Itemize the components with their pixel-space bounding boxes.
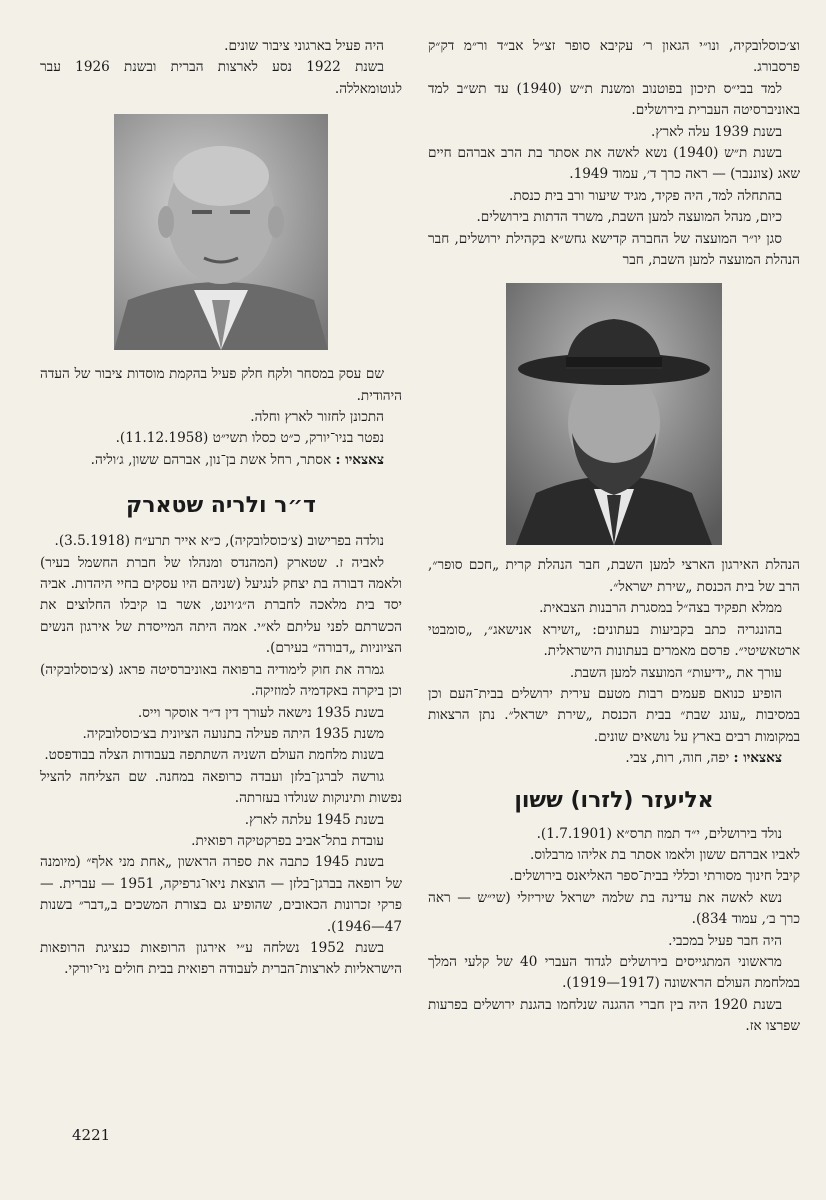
paragraph: מראשוני המתגייסים בירושלים לגדוד העברי 40 של קלעי המלך במלחמת העולם הראשונה (1917—1919). [428,953,800,992]
paragraph: בשנת 1920 היה בין חברי ההגנה שנלחמו בהגנת ירושלים בפרעות שפרצו אז. [428,996,800,1035]
portrait-photo-rabbi-with-hat [506,283,722,545]
paragraph: בשנת 1952 נשלחה ע״י אירגון הרופאות כנציגת הרופאות הישראליות לארצות־הברית לעבודה רפואית בבית חולים ניו־יורקי. [40,939,402,978]
children-names: יפה, חוה, רות, צבי. [625,750,730,767]
portrait-illustration [506,283,722,545]
paragraph: בשנת 1939 עלה לארץ. [651,123,782,140]
paragraph: בשנת 1945 כתבה את ספרה הראשון „אחת מני אלף״ (מיומנה של רופאה בברגן־בלזן — הוצאת ניאו־גרפיקה, 1951 — עברית. — פרקי זכרונות הכאובים, שהופיע גם בצורת המשכים ב„דבר״ בשנות 47—1946). [40,854,402,935]
entry-heading: ד״ר ולריה שטארק [126,493,316,519]
paragraph: בהתחלה למד, היה פקיד, מגיד שיעור ורב בית כנסת. [509,187,782,204]
paragraph: גמרה את חוק לימודיה ברפואה באוניברסיטה פראג (צ׳כוסלובקיה) וכן ביקרה באקדמיה למוזיקה. [40,661,402,700]
paragraph: סגן יו״ר המועצה של החברה קדישא גחש״א בקהילת ירושלים, חבר הנהלת המועצה למען השבת, חבר [428,230,800,269]
entry-heading: אליעזר (לזרו) ששון [514,787,714,813]
paragraph: בשנת ת״ש (1940) נשא לאשה את אסתר בת הרב אברהם חיים שאג (צוננבר) — ראה כרך ד׳, עמוד 1949. [428,145,800,183]
right-column [428,36,800,1038]
children-line [428,748,800,769]
paragraph: הופיע כנואם פעמים רבות מטעם עירית ירושלים בבית־העם וכן במסיבות „עונג שבת״ בבית הכנסת „שירת ישראל״. נתן הרצאות במקומות רבים בארץ על נושאים שונים. [428,685,800,745]
children-line [40,450,402,471]
page-number: 4221 [72,1126,111,1144]
paragraph: בשנות מלחמת העולם השניה השתתפה בעבודות הצלה בבודפסט. [44,747,384,764]
paragraph: בשנת 1935 נישאה לעורך דין ד״ר אוסקר וייס. [137,704,384,721]
children-names: אסתר, רחל אשת בן־נון, אברהם ששון, ג׳וליה. [90,451,332,468]
paragraph: לאביה ז. שטארק (המהנדס ומנהלו של חברת החשמל בעיר) ולאמה דבורה בת יצחק לנגיעל (שניהם היו עסקים בחיי היהדות. אביה יסד בית מלאכה לחברת ה״ג׳וינט, אשר בו קיבלו החלוצים את הכשרתם לפני עליתם לא״י. אמה היתה המייסדת של אירגון הנשים הציוניות „דבורה״ בעירם). [40,554,402,657]
paragraph: עורך את „ידיעות״ המועצה למען השבת. [569,664,782,681]
paragraph: כיום, מנהל המועצה למען השבת, משרד הדתות בירושלים. [476,209,782,226]
paragraph: משנת 1935 היתה פעילה בתנועה הציונית בצ׳כוסלובקיה. [82,725,384,742]
paragraph: הנהלת האירגון הארצי למען השבת, חבר הנהלת קרית „חכם סופר״, הרב של בית הכנסת „שירת ישראל״. [428,557,800,595]
paragraph: בשנת 1945 עלתה לארץ. [244,811,384,828]
paragraph: קיבל חינוך מסורתי וכללי בבית־ספר האליאנס בירושלים. [509,868,800,885]
paragraph: ממלא תפקיד בצה״ל במסגרת הרבנות הצבאית. [539,600,782,617]
portrait-photo-bald-man [114,114,328,350]
children-label: צאצאיו : [335,451,384,468]
paragraph: עובדת בתל־אביב בפרקטיקה רפואית. [191,832,384,849]
paragraph: נולדה בפרישוב (צ׳כוסלובקיה), כ״א אייר תרע״ח (3.5.1918). [54,533,384,550]
children-label: צאצאיו : [733,750,782,767]
paragraph: שם עסק במסחר ולקח חלק פעיל בהקמת מוסדות ציבור של העדה היהודית. [40,366,402,404]
paragraph: היה פעיל בארגוני ציבור שונים. [224,38,384,54]
paragraph: היה חבר פעיל במכבי. [668,932,782,949]
paragraph: נולד בירושלים, י״ד תמוז תרס״א (1.7.1901). [536,825,782,842]
paragraph: התכונן לחזור לארץ וחלה. [250,409,384,426]
paragraph: נשא לאשה את עדינה בת שלמה ישראל שיריזלי (שי״ש — ראה כרך ב׳, עמוד 834). [428,889,800,928]
paragraph: למד בבי״ס תיכון בפוטנוב ומשנת ת״ש (1940) עד תש״ב למד באוניברסיטה העברית בירושלים. [428,80,800,119]
left-column [40,36,402,981]
paragraph: בשנת 1922 נסע לארצות הברית ובשנת 1926 עבר לגוטומאללה. [40,59,402,97]
paragraph: לאביו אברהם ששון ולאמו אסתר בת אליהו מרבלוס. [529,846,800,863]
paragraph: גורשה לברגן־בלזן ועבדה כרופאה במחנה. שם הצליחה להציל נפשות ותינוקות שנולדו בעזרתה. [40,768,402,807]
paragraph: וצ׳כוסלובקיה, ונו״י הגאון ר׳ עקיבא סופר זצ״ל אב״ד ור״מ דק״ק פרסבורג. [428,38,800,76]
paragraph: בהונגריה כתב בקביעות בעתונים: „זשירא אנישאג״, „סומבטי ארטאשיטי״. פרסם מאמרים בעתונות הישראלית. [428,621,800,660]
paragraph: נפטר בניו־יורק, כ״ט כסלו תשי״ט (11.12.1958). [115,430,384,447]
portrait-illustration [114,114,328,350]
